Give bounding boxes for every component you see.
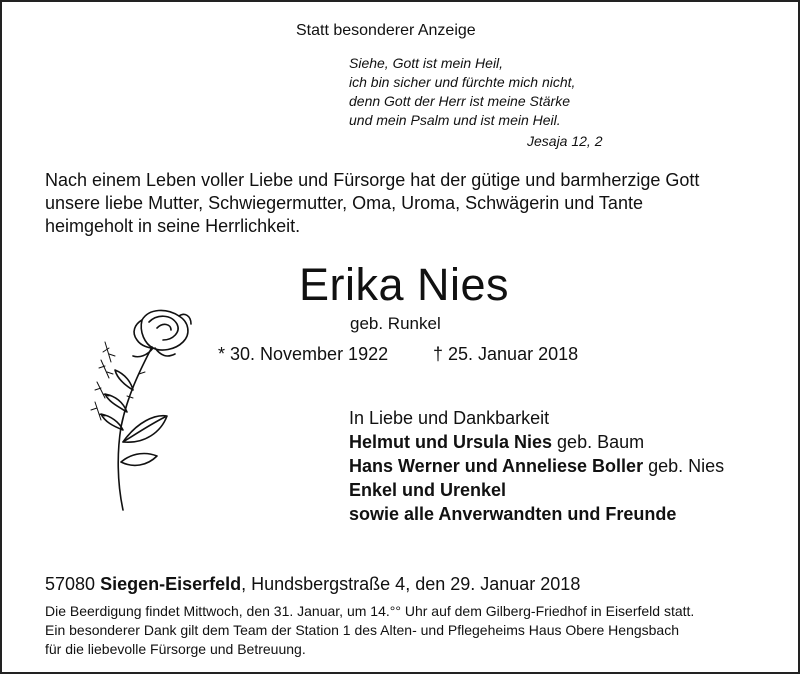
mourners-section [349,406,724,526]
mourner-names: Enkel und Urenkel [349,480,507,500]
note-line: Die Beerdigung findet Mittwoch, den 31. Januar, um 14.°° Uhr auf dem Gilberg-Friedhof in Eiserfeld statt. [45,603,695,619]
intro-line: Nach einem Leben voller Liebe und Fürsorge hat der gütige und barmherzige Gott [45,170,700,190]
intro-text [45,169,699,238]
address-rest: , Hundsbergstraße 4, den 29. Januar 2018 [241,574,581,594]
deceased-name: Erika Nies [299,259,510,310]
funeral-notes [45,602,694,659]
maiden-name: geb. Runkel [350,314,441,333]
intro-line: unsere liebe Mutter, Schwiegermutter, Oma, Uroma, Schwägerin und Tante [45,193,643,213]
note-line: für die liebevolle Fürsorge und Betreuung. [45,641,306,657]
address-city: Siegen-Eiserfeld [100,574,242,594]
address-line [45,574,580,595]
verse-line: Siehe, Gott ist mein Heil, [349,55,504,71]
intro-line: heimgeholt in seine Herrlichkeit. [45,216,301,236]
mourner-names: Helmut und Ursula Nies [349,432,553,452]
note-line: Ein besonderer Dank gilt dem Team der Station 1 des Alten- und Pflegeheims Haus Obere Hengsbach [45,622,679,638]
mourner-entry [349,502,724,526]
mourner-note: geb. Baum [552,432,645,452]
mourner-entry [349,430,724,454]
announcement-heading: Statt besonderer Anzeige [296,22,476,39]
address-zip: 57080 [45,574,101,594]
verse-line: denn Gott der Herr ist meine Stärke [349,93,570,109]
mourner-names: sowie alle Anverwandten und Freunde [349,504,677,524]
mourner-entry [349,454,724,478]
bible-verse [349,54,575,130]
verse-source: Jesaja 12, 2 [527,133,603,149]
mourners-intro: In Liebe und Dankbarkeit [349,408,550,428]
mourner-note: geb. Nies [643,456,725,476]
verse-line: ich bin sicher und fürchte mich nicht, [349,74,576,90]
mourner-entry [349,478,724,502]
mourner-names: Hans Werner und Anneliese Boller [349,456,644,476]
verse-line: und mein Psalm und ist mein Heil. [349,112,561,128]
rose-icon [87,302,197,517]
death-date: † 25. Januar 2018 [433,344,579,364]
birth-date: * 30. November 1922 [218,344,389,364]
